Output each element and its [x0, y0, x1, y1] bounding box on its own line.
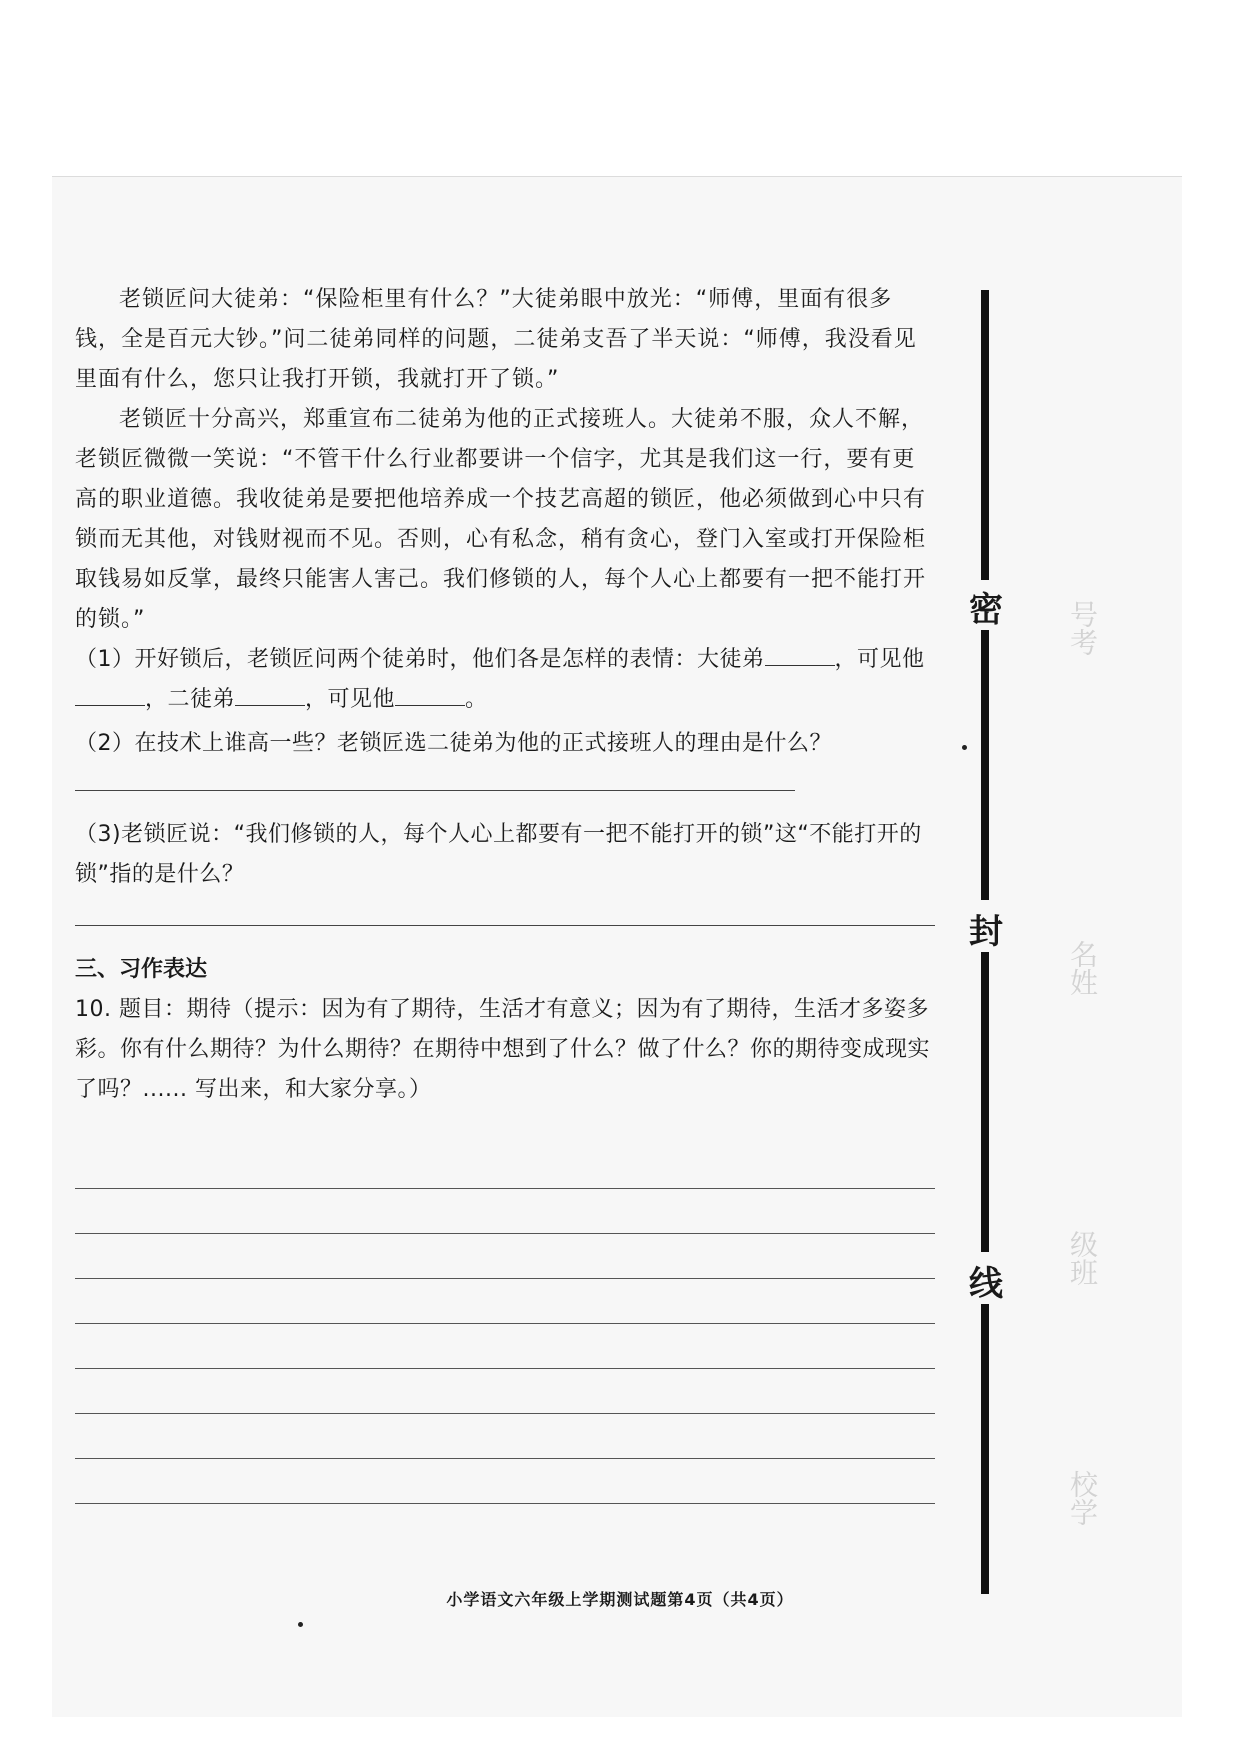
- seal-char-feng: 封: [969, 912, 1003, 952]
- bleed-through-mark: 号考: [1066, 600, 1099, 656]
- answer-blank-1[interactable]: [765, 641, 835, 666]
- question-1: （1）开好锁后，老锁匠问两个徒弟时，他们各是怎样的表情：大徒弟 ，可见他，二徒弟 ，可见他 。: [75, 640, 935, 720]
- writing-line[interactable]: [75, 1459, 935, 1504]
- page-footer: 小学语文六年级上学期测试题第4页（共4页）: [446, 1590, 794, 1609]
- question-2: （2）在技术上谁高一些？老锁匠选二徒弟为他的正式接班人的理由是什么？: [75, 731, 832, 756]
- bleed-through-mark: 名姓: [1066, 940, 1099, 996]
- seal-line-segment: [981, 290, 989, 580]
- answer-blank-4[interactable]: [395, 681, 465, 706]
- writing-area[interactable]: [75, 1144, 935, 1504]
- seal-line-segment: [981, 1304, 989, 1594]
- bleed-through-mark: 级班: [1066, 1230, 1099, 1286]
- answer-line-q3[interactable]: [75, 925, 935, 926]
- writing-line[interactable]: [75, 1369, 935, 1414]
- exam-content: [75, 280, 935, 1504]
- passage-paragraph-1: 老锁匠问大徒弟：“保险柜里有什么？”大徒弟眼中放光：“师傅，里面有很多钱，全是百元大钞。”问二徒弟同样的问题，二徒弟支吾了半天说：“师傅，我没看见里面有什么，您只让我打开锁，我就打开了锁。”: [75, 287, 917, 392]
- writing-line[interactable]: [75, 1414, 935, 1459]
- writing-line[interactable]: [75, 1144, 935, 1189]
- bleed-through-mark: 校学: [1066, 1470, 1099, 1526]
- writing-line[interactable]: [75, 1279, 935, 1324]
- seal-line-segment: [981, 952, 989, 1252]
- seal-char-mi: 密: [969, 590, 1003, 630]
- writing-line[interactable]: [75, 1189, 935, 1234]
- answer-line-q2[interactable]: [75, 790, 795, 791]
- writing-line[interactable]: [75, 1234, 935, 1279]
- writing-line[interactable]: [75, 1324, 935, 1369]
- scan-speck: [298, 1622, 303, 1627]
- answer-blank-3[interactable]: [235, 681, 305, 706]
- section-heading-writing: 三、习作表达: [75, 957, 208, 982]
- passage-paragraph-2: 老锁匠十分高兴，郑重宣布二徒弟为他的正式接班人。大徒弟不服，众人不解，老锁匠微微一笑说：“不管干什么行业都要讲一个信字，尤其是我们这一行，要有更高的职业道德。我收徒弟是要把他培养成一个技艺高超的锁匠，他必须做到心中只有锁而无其他，对钱财视而不见。否则，心有私念，稍有贪心，登门入室或打开保险柜取钱易如反掌，最终只能害人害己。我们修锁的人，每个人心上都要有一把不能打开的锁。”: [75, 407, 927, 632]
- answer-blank-2[interactable]: [75, 681, 145, 706]
- seal-char-xian: 线: [969, 1264, 1003, 1304]
- scan-speck: [962, 745, 967, 750]
- seal-line-segment: [981, 630, 989, 900]
- question-3: （3)老锁匠说：“我们修锁的人，每个人心上都要有一把不能打开的锁”这“不能打开的锁”指的是什么？: [75, 822, 922, 887]
- writing-task-prompt: 10. 题目：期待（提示：因为有了期待，生活才有意义；因为有了期待，生活才多姿多彩。你有什么期待？为什么期待？在期待中想到了什么？做了什么？你的期待变成现实了吗？...... 写出来，和大家分享。）: [75, 997, 931, 1102]
